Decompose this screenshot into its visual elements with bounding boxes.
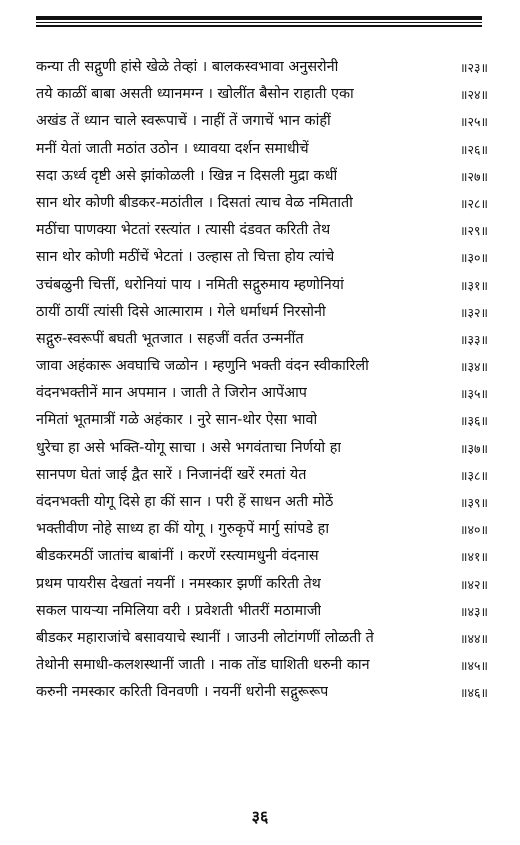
verse-line [36,353,488,380]
verse-line [36,190,488,217]
verse-number: ॥३४॥ [460,359,488,375]
verse-line [36,136,488,163]
verse-number: ॥३९॥ [460,495,488,510]
verse-number: ॥३३॥ [460,331,488,347]
verse-text: प्रथम पायरीस देखतां नयनीं । नमस्कार झणीं करिती तेथ [36,575,321,592]
verse-text: तये काळीं बाबा असती ध्यानमग्न । खोलींत बैसोन राहाती एका [36,86,354,103]
verse-number: ॥४५॥ [460,658,488,674]
top-border-thin [36,22,482,23]
verse-text: उचंबळुनी चित्तीं, धरोनियां पाय । नमिती सद्गुरुमाय म्हणोनियां [36,276,344,293]
verse-line [36,244,488,271]
verse-line [36,652,488,679]
verse-line [36,435,488,462]
verse-line [36,299,488,326]
verse-line [36,462,488,489]
verse-text: सानपण घेतां जाई द्वैत सारें । निजानंदीं खरें रमतां येत [36,466,307,483]
verse-text: जावा अहंकारू अवघाचि जळोन । म्हणुनि भक्ती वंदन स्वीकारिली [36,358,369,375]
verse-line [36,326,488,353]
verse-text: बीडकर महाराजांचे बसावयाचे स्थानीं । जाउनी लोटांगणीं लोळती ते [36,629,374,646]
verse-line [36,217,488,244]
verse-number: ॥४०॥ [460,522,488,538]
verse-text: अखंड तें ध्यान चाले स्वरूपाचें । नाहीं तें जगाचें भान कांहीं [36,113,331,130]
verse-number: ॥३६॥ [460,413,488,429]
verse-text: सदा ऊर्ध्व दृष्टी असे झांकोळली । खिन्न न दिसली मुद्रा कधीं [36,167,338,184]
verse-text: धुरेचा हा असे भक्ति-योगू साचा । असे भगवंताचा निर्णयो हा [36,439,342,456]
verse-number: ॥२३॥ [460,60,488,75]
verse-number: ॥३२॥ [460,304,488,320]
verse-number: ॥३०॥ [460,250,488,266]
verse-text: ठायीं ठायीं त्यांसी दिसे आत्माराम । गेले धर्माधर्म निरसोनी [36,303,326,320]
verse-number: ॥३१॥ [460,277,488,293]
verse-number: ॥२९॥ [460,223,488,239]
verse-text: बीडकरमठीं जातांच बाबांनीं । करणें रस्त्यामधुनी वंदनास [36,548,319,565]
verse-number: ॥२५॥ [460,114,488,130]
verse-number: ॥३७॥ [460,440,488,456]
verse-number: ॥४६॥ [460,685,488,701]
verse-text: तेथोनी समाधी-कलशस्थानीं जाती । नाक तोंड घाशिती धरुनी कान [36,657,370,674]
verse-number: ॥४१॥ [460,549,488,565]
verse-number: ॥४४॥ [460,630,488,646]
page-number: ३६ [251,807,269,826]
verse-number: ॥४२॥ [460,576,488,592]
verse-number: ॥२४॥ [460,87,488,103]
verse-text: मठींचा पाणक्या भेटतां रस्त्यांत । त्यासी दंडवत करिती तेथ [36,222,331,239]
verse-number: ॥२६॥ [460,141,488,157]
verse-line [36,489,488,516]
verse-text: सकल पायऱ्या नमिलिया वरी । प्रवेशती भीतरीं मठामाजी [36,602,322,619]
verse-text: नमितां भूतमात्रीं गळे अहंकार । नुरे सान-थोर ऐसा भावो [36,412,318,429]
verse-number: ॥३५॥ [460,386,488,402]
verse-list [36,54,488,707]
verse-text: करुनी नमस्कार करिती विनवणी । नयनीं धरोनी सद्गुरूरूप [36,684,329,701]
verse-text: सान थोर कोणी बीडकर-मठांतील । दिसतां त्याच वेळ नमिताती [36,194,353,211]
verse-line [36,679,488,706]
verse-text: कन्या ती सद्गुणी हांसे खेळे तेव्हां । बालकस्वभावा अनुसरोनी [36,59,339,75]
verse-line [36,598,488,625]
verse-line [36,625,488,652]
verse-line [36,543,488,570]
verse-number: ॥२७॥ [460,168,488,184]
verse-line [36,407,488,434]
verse-text: वंदनभक्ती योगू दिसे हा कीं सान । परी हें साधन अती मोठें [36,494,334,510]
verse-line [36,54,488,81]
verse-text: वंदनभक्तीनें मान अपमान । जाती ते जिरोन आपेंआप [36,385,307,402]
verse-text: सान थोर कोणी मठींचें भेटतां । उल्हास तो चित्ता होय त्यांचे [36,249,335,266]
verse-number: ॥४३॥ [460,603,488,619]
verse-line [36,272,488,299]
top-border-thick [36,16,482,20]
verse-number: ॥२८॥ [460,195,488,211]
verse-line [36,571,488,598]
verse-number: ॥३८॥ [460,467,488,483]
verse-text: भक्तीवीण नोहे साध्य हा कीं योगू । गुरुकृपें मार्गु सांपडे हा [36,521,330,538]
verse-line [36,516,488,543]
verse-text: सद्गुरु-स्वरूपीं बघती भूतजात । सहजीं वर्तत उन्मनींत [36,330,304,347]
verse-line [36,163,488,190]
verse-text: मनीं येतां जाती मठांत उठोन । ध्यावया दर्शन समाधीचें [36,140,309,157]
verse-line [36,81,488,108]
verse-line [36,108,488,135]
verse-line [36,380,488,407]
top-border-double [36,25,482,27]
